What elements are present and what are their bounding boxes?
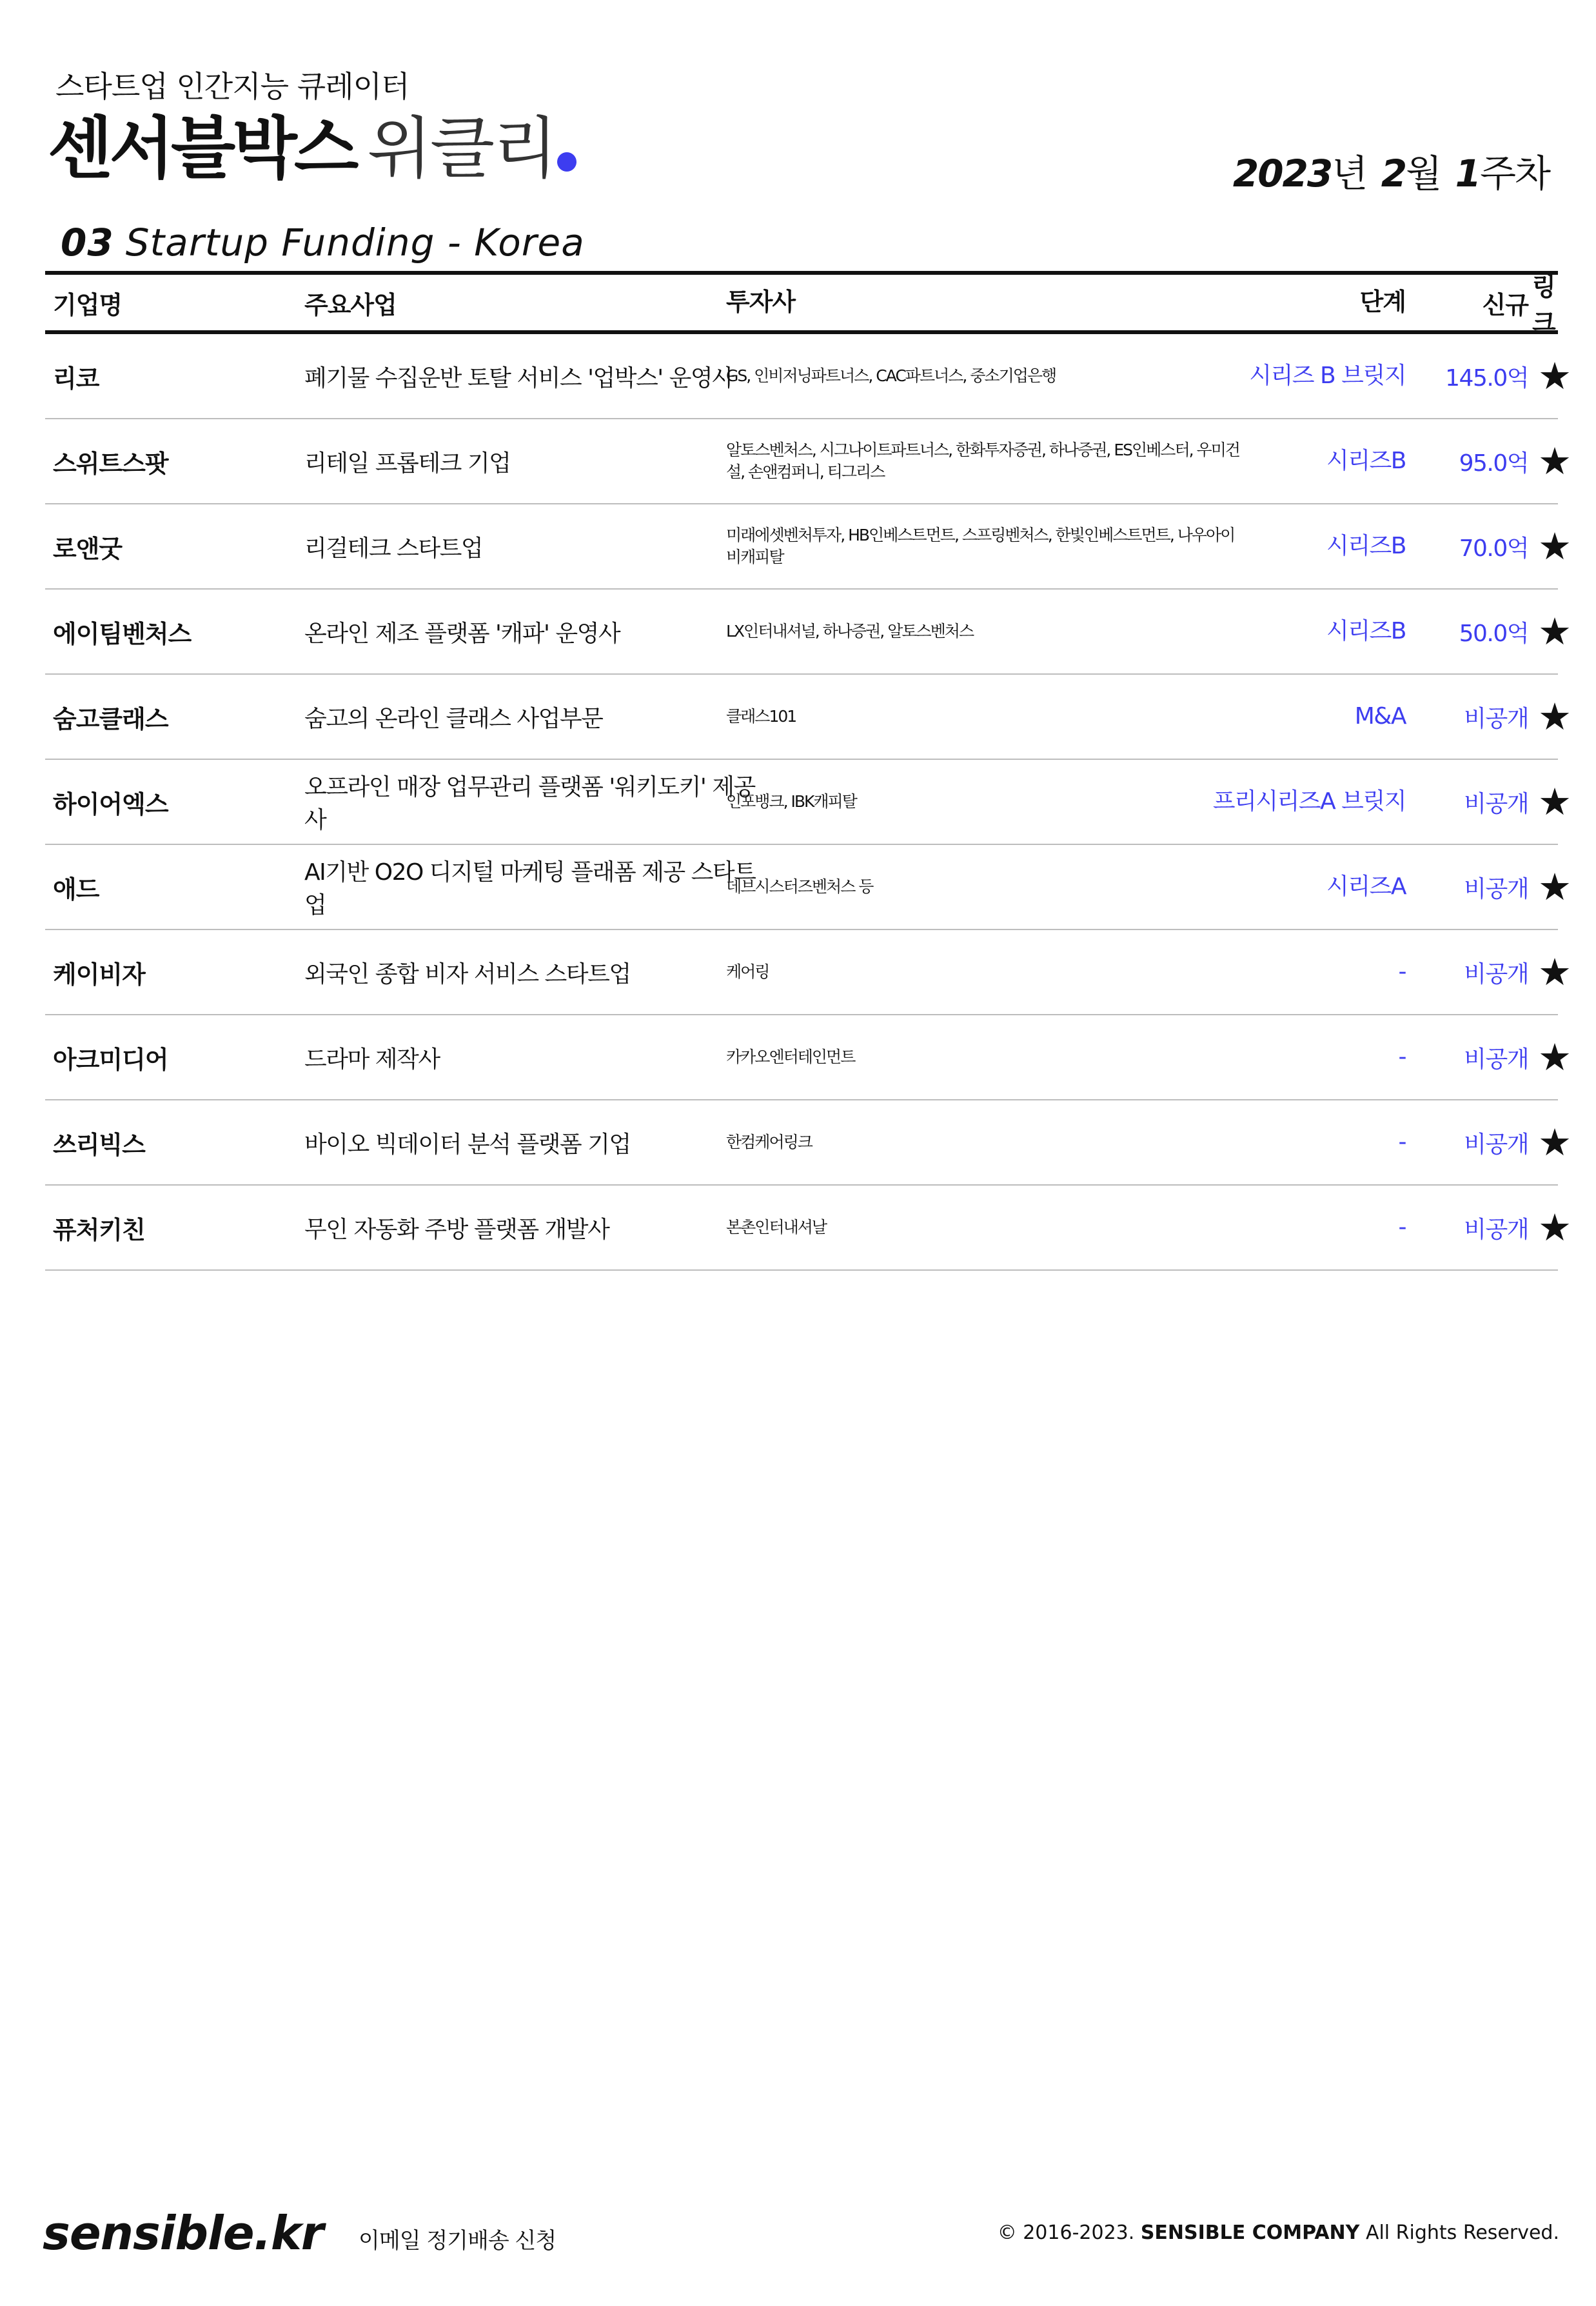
table-row — [45, 845, 1571, 930]
copyright-prefix: © 2016-2023. — [997, 2222, 1135, 2244]
business-desc: 외국인 종합 비자 서비스 스타트업 — [304, 960, 631, 988]
table-row — [45, 504, 1571, 590]
table-row — [45, 1015, 1571, 1100]
company-name: 스위트스팟 — [53, 449, 168, 478]
company-name: 케이비자 — [53, 960, 145, 989]
col-company: 기업명 — [53, 290, 123, 319]
date-week: 1 — [1455, 152, 1480, 195]
copyright — [998, 2222, 1559, 2244]
funding-stage: 프리시리즈A 브릿지 — [1212, 788, 1406, 815]
company-name: 아크미디어 — [53, 1045, 168, 1074]
date-year: 2023 — [1232, 152, 1332, 195]
funding-table — [45, 271, 1571, 1271]
company-name: 하이어엑스 — [53, 790, 168, 819]
subscribe-link[interactable]: 이메일 정기배송 신청 — [359, 2228, 557, 2254]
business-desc: 폐기물 수집운반 토탈 서비스 '업박스' 운영사 — [304, 364, 734, 392]
investors: 미래에셋벤처투자, HB인베스트먼트, 스프링벤처스, 한빛인베스트먼트, 나우아이비캐피탈 — [726, 526, 1235, 566]
title-bold: 센서블박스 — [48, 109, 356, 188]
date-month-unit: 월 — [1406, 152, 1441, 195]
star-link-icon[interactable]: ★ — [1538, 439, 1571, 483]
table-row — [45, 760, 1571, 845]
funding-stage: 시리즈B — [1326, 618, 1406, 645]
star-link-icon[interactable]: ★ — [1538, 610, 1571, 653]
col-amount: 신규 — [1482, 290, 1528, 319]
star-link-icon[interactable]: ★ — [1538, 524, 1571, 568]
star-link-icon[interactable]: ★ — [1538, 1206, 1571, 1249]
col-link: 링크 — [1532, 273, 1555, 337]
table-row — [45, 419, 1571, 504]
section-name: Startup Funding - Korea — [125, 221, 585, 264]
company-name: 쓰리빅스 — [53, 1130, 145, 1159]
funding-amount: 비공개 — [1464, 790, 1528, 817]
funding-stage: 시리즈 B 브릿지 — [1249, 363, 1406, 390]
funding-amount: 비공개 — [1464, 960, 1528, 988]
business-desc: 오프라인 매장 업무관리 플랫폼 '워키도키' 제공사 — [304, 774, 755, 833]
investors: 카카오엔터테인먼트 — [726, 1048, 855, 1067]
company-name: 로앤굿 — [53, 534, 123, 563]
business-desc: 드라마 제작사 — [304, 1046, 440, 1073]
table-row — [45, 1100, 1571, 1186]
star-link-icon[interactable]: ★ — [1538, 780, 1571, 824]
company-name: 에이팀벤처스 — [53, 619, 192, 648]
date-year-unit: 년 — [1332, 152, 1367, 195]
copyright-company: SENSIBLE COMPANY — [1140, 2222, 1360, 2244]
funding-stage: - — [1398, 1214, 1406, 1241]
funding-stage: 시리즈B — [1326, 448, 1406, 475]
funding-stage: - — [1398, 1044, 1406, 1071]
business-desc: 바이오 빅데이터 분석 플랫폼 기업 — [304, 1131, 631, 1158]
table-header — [45, 273, 1558, 337]
table-row — [45, 334, 1571, 419]
business-desc: 온라인 제조 플랫폼 '캐파' 운영사 — [304, 620, 620, 647]
issue-date — [1233, 143, 1553, 197]
company-name: 숨고클래스 — [53, 704, 168, 733]
section-number: 03 — [61, 221, 114, 264]
investors: GS, 인비저닝파트너스, CAC파트너스, 중소기업은행 — [726, 366, 1056, 386]
newsletter-title — [48, 108, 576, 189]
star-link-icon[interactable]: ★ — [1538, 1035, 1571, 1079]
funding-stage: M&A — [1354, 703, 1406, 730]
business-desc: 숨고의 온라인 클래스 사업부문 — [304, 705, 603, 732]
header-subtitle: 스타트업 인간지능 큐레이터 — [55, 69, 409, 104]
funding-amount: 50.0억 — [1459, 620, 1528, 647]
business-desc: 리테일 프롭테크 기업 — [304, 450, 511, 477]
investors: 인포뱅크, IBK캐피탈 — [726, 792, 856, 811]
investors: 알토스벤처스, 시그나이트파트너스, 한화투자증권, 하나증권, ES인베스터, 우미건설, 손앤컴퍼니, 티그리스 — [726, 441, 1239, 481]
section-heading — [61, 221, 585, 264]
funding-stage: 시리즈A — [1326, 873, 1406, 900]
star-link-icon[interactable]: ★ — [1538, 865, 1571, 909]
funding-amount: 비공개 — [1464, 705, 1528, 732]
funding-amount: 비공개 — [1464, 1046, 1528, 1073]
business-desc: AI기반 O2O 디지털 마케팅 플래폼 제공 스타트업 — [304, 859, 756, 919]
business-desc: 리걸테크 스타트업 — [304, 535, 483, 562]
title-light: 위클리 — [367, 109, 556, 188]
table-row — [45, 675, 1571, 760]
date-week-unit: 주차 — [1479, 152, 1550, 195]
investors: 데브시스터즈벤처스 등 — [726, 877, 873, 897]
funding-amount: 95.0억 — [1459, 450, 1528, 477]
footer-brand-link[interactable]: sensible.kr — [43, 2206, 324, 2260]
date-month: 2 — [1381, 152, 1406, 195]
col-business: 주요사업 — [304, 290, 397, 319]
star-link-icon[interactable]: ★ — [1538, 695, 1571, 739]
funding-stage: - — [1398, 1129, 1406, 1156]
investors: 클래스101 — [726, 707, 796, 726]
funding-stage: 시리즈B — [1326, 533, 1406, 560]
funding-amount: 비공개 — [1464, 1131, 1528, 1158]
table-row — [45, 1186, 1571, 1271]
investors: LX인터내셔널, 하나증권, 알토스벤처스 — [726, 622, 974, 641]
business-desc: 무인 자동화 주방 플랫폼 개발사 — [304, 1216, 609, 1243]
company-name: 애드 — [53, 875, 99, 904]
funding-amount: 70.0억 — [1459, 535, 1528, 562]
star-link-icon[interactable]: ★ — [1538, 950, 1571, 994]
col-stage: 단계 — [1359, 288, 1406, 317]
investors: 본촌인터내셔날 — [726, 1218, 827, 1237]
investors: 한컴케어링크 — [726, 1133, 812, 1152]
funding-amount: 비공개 — [1464, 1216, 1528, 1243]
title-dot-icon — [557, 152, 576, 172]
company-name: 퓨처키친 — [53, 1215, 145, 1244]
star-link-icon[interactable]: ★ — [1538, 354, 1571, 398]
col-investors: 투자사 — [726, 288, 796, 317]
copyright-rights: All Rights Reserved. — [1365, 2222, 1559, 2244]
star-link-icon[interactable]: ★ — [1538, 1120, 1571, 1164]
table-row — [45, 930, 1571, 1015]
company-name: 리코 — [53, 364, 99, 393]
table-row — [45, 590, 1571, 675]
funding-amount: 비공개 — [1464, 875, 1528, 902]
investors: 케어링 — [726, 962, 769, 982]
funding-stage: - — [1398, 959, 1406, 986]
funding-amount: 145.0억 — [1445, 364, 1528, 392]
